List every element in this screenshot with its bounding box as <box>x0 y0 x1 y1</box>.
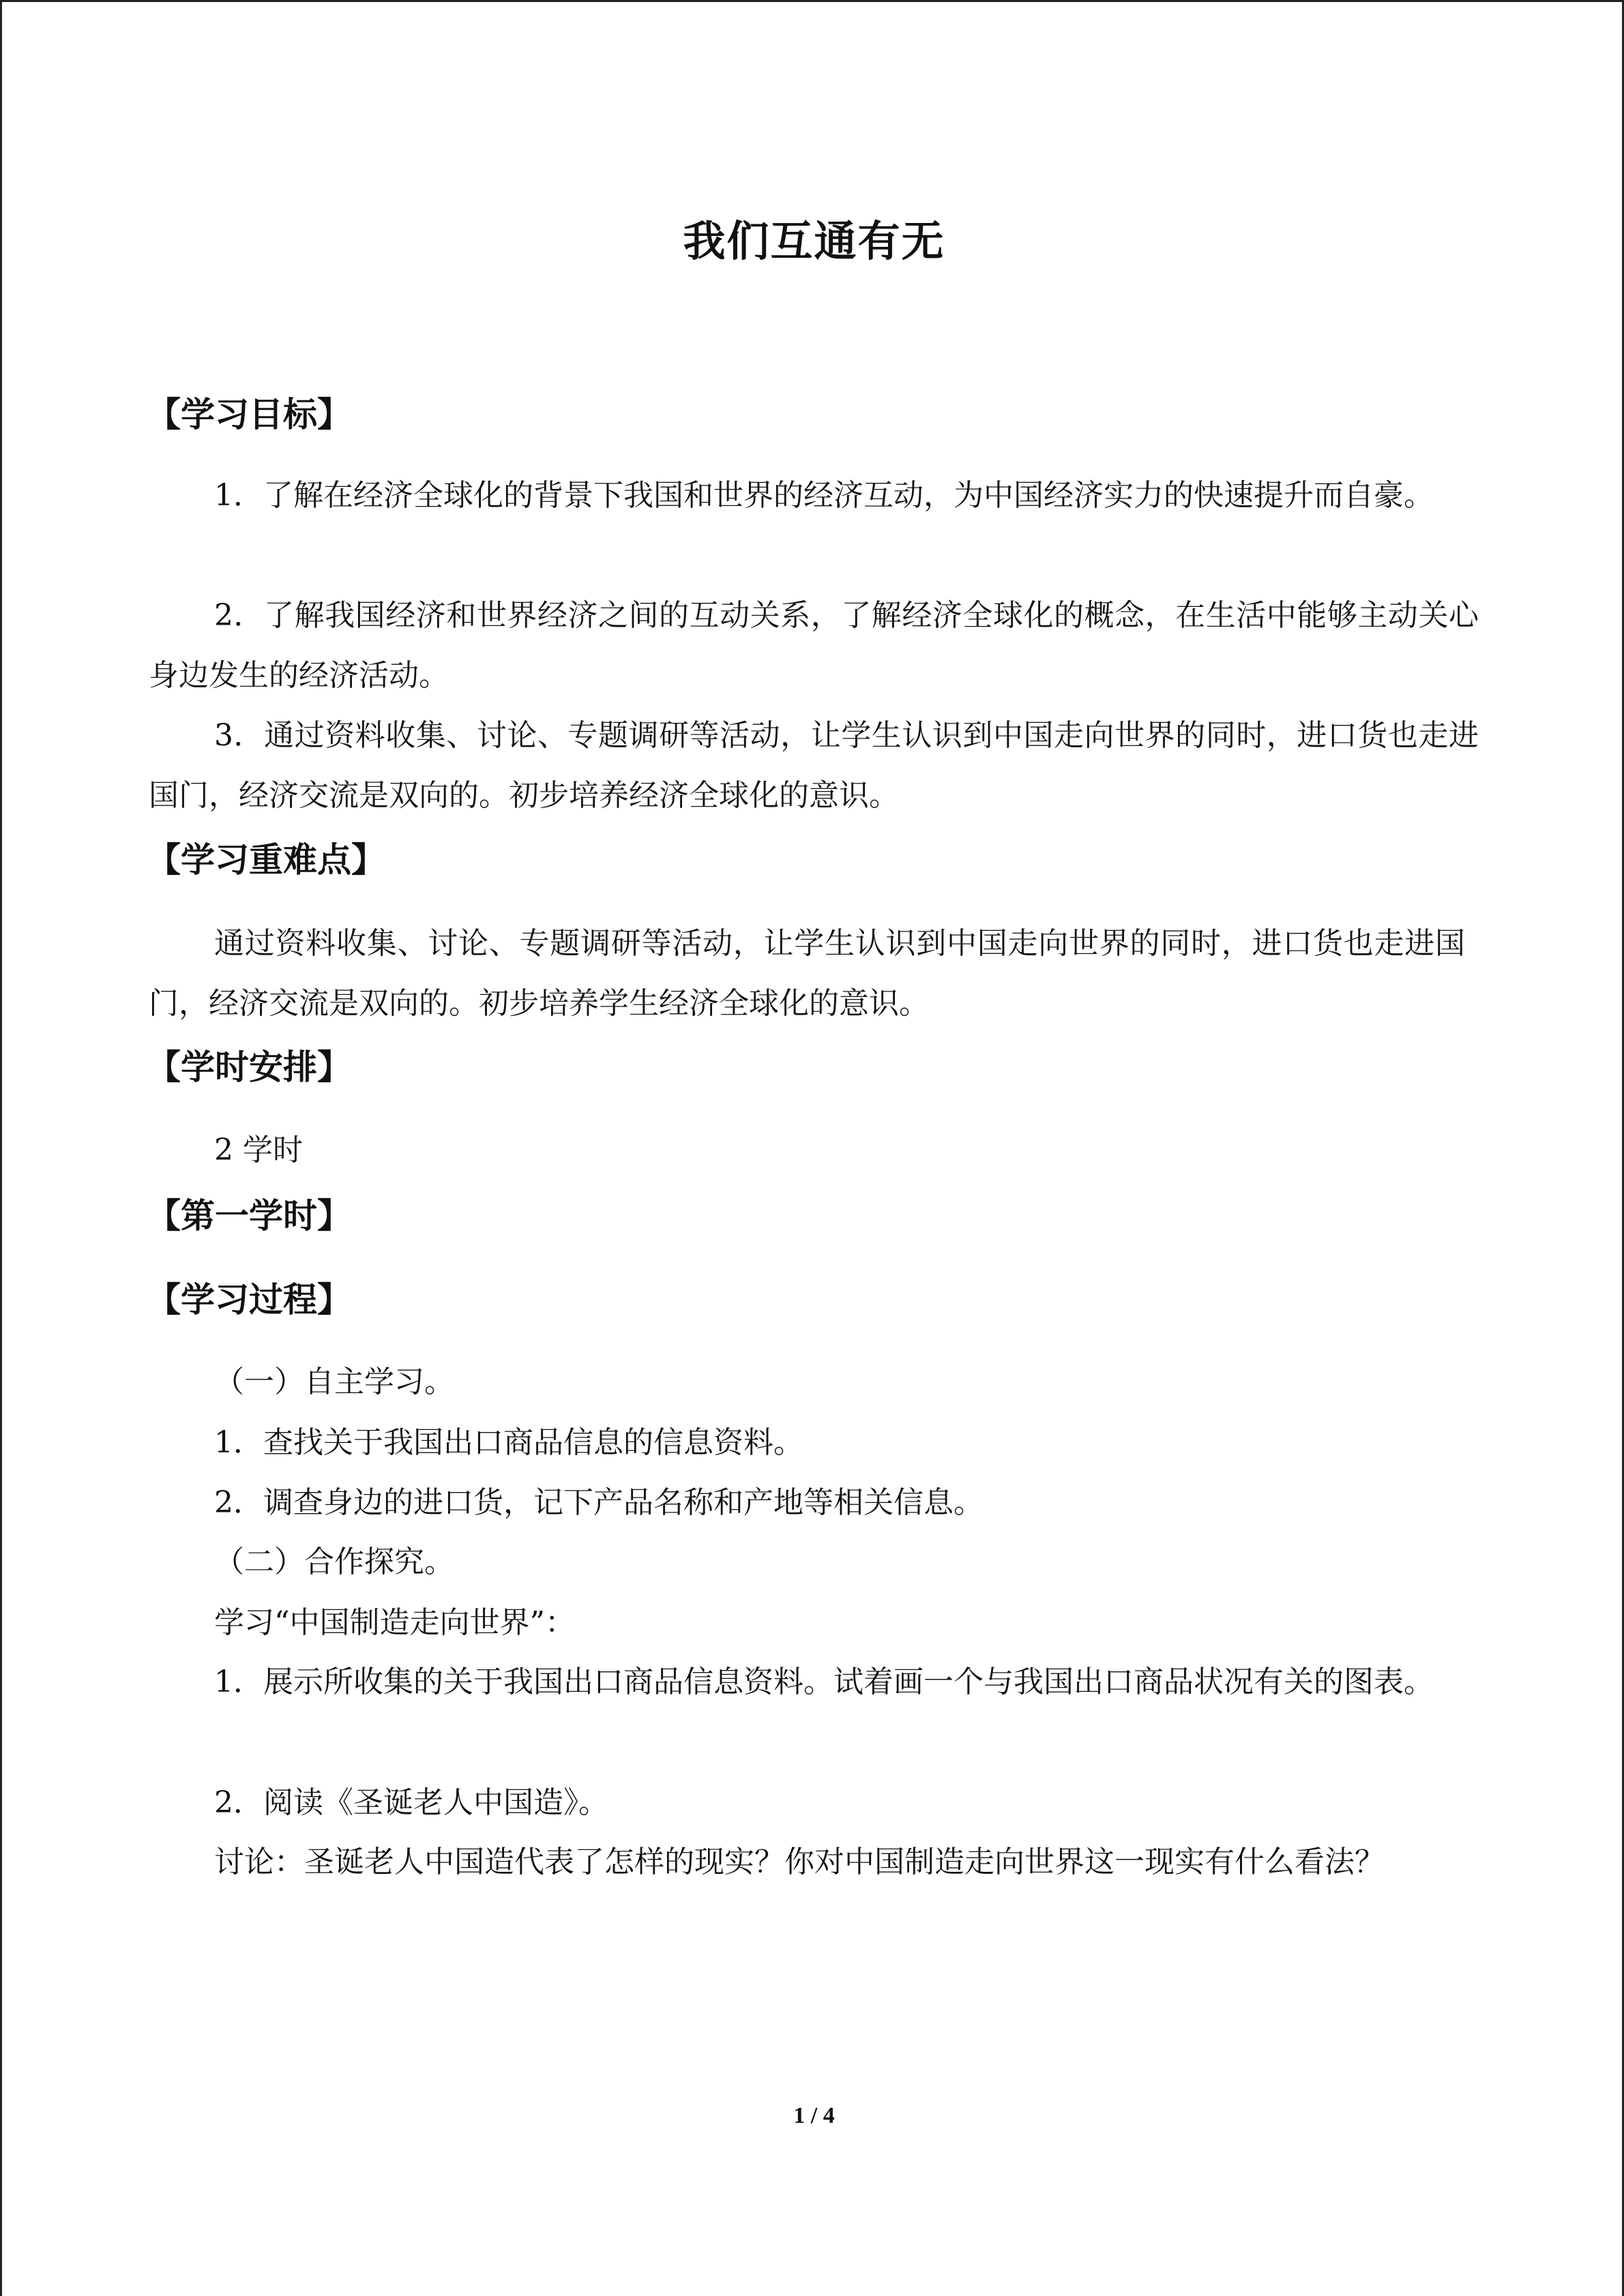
schedule-text: 2 学时 <box>214 1133 303 1167</box>
cooperative-item-1: 1．展示所收集的关于我国出口商品信息资料。试着画一个与我国出口商品状况有关的图表。 <box>214 1665 1434 1699</box>
self-study-item-1: 1．查找关于我国出口商品信息的信息资料。 <box>214 1425 803 1460</box>
heading-first-period: 【第一学时】 <box>147 1196 351 1236</box>
page-number: 1 / 4 <box>793 2103 835 2128</box>
goal-item-1: 1．了解在经济全球化的背景下我国和世界的经济互动，为中国经济实力的快速提升而自豪。 <box>214 478 1434 513</box>
heading-learning-process: 【学习过程】 <box>147 1280 351 1320</box>
key-points-text: 通过资料收集、讨论、专题调研等活动，让学生认识到中国走向世界的同时，进口货也走进国门，经济交流是双向的。初步培养学生经济全球化的意识。 <box>149 926 1465 1021</box>
heading-learning-goals: 【学习目标】 <box>147 395 351 434</box>
discussion-question: 讨论：圣诞老人中国造代表了怎样的现实？你对中国制造走向世界这一现实有什么看法？ <box>214 1845 1385 1879</box>
heading-key-points: 【学习重难点】 <box>147 840 385 880</box>
document-title: 我们互通有无 <box>683 216 945 266</box>
cooperative-study-label: （二）合作探究。 <box>214 1545 454 1579</box>
goal-item-2: 2．了解我国经济和世界经济之间的互动关系，了解经济全球化的概念，在生活中能够主动关心身边发生的经济活动。 <box>149 598 1479 693</box>
cooperative-study-intro: 学习“中国制造走向世界”： <box>214 1605 575 1640</box>
cooperative-item-2: 2．阅读《圣诞老人中国造》。 <box>214 1785 608 1820</box>
self-study-item-2: 2．调查身边的进口货，记下产品名称和产地等相关信息。 <box>214 1485 984 1520</box>
goal-item-3: 3．通过资料收集、讨论、专题调研等活动，让学生认识到中国走向世界的同时，进口货也走进国门，经济交流是双向的。初步培养经济全球化的意识。 <box>149 718 1479 813</box>
heading-schedule: 【学时安排】 <box>147 1047 351 1087</box>
self-study-label: （一）自主学习。 <box>214 1365 454 1399</box>
